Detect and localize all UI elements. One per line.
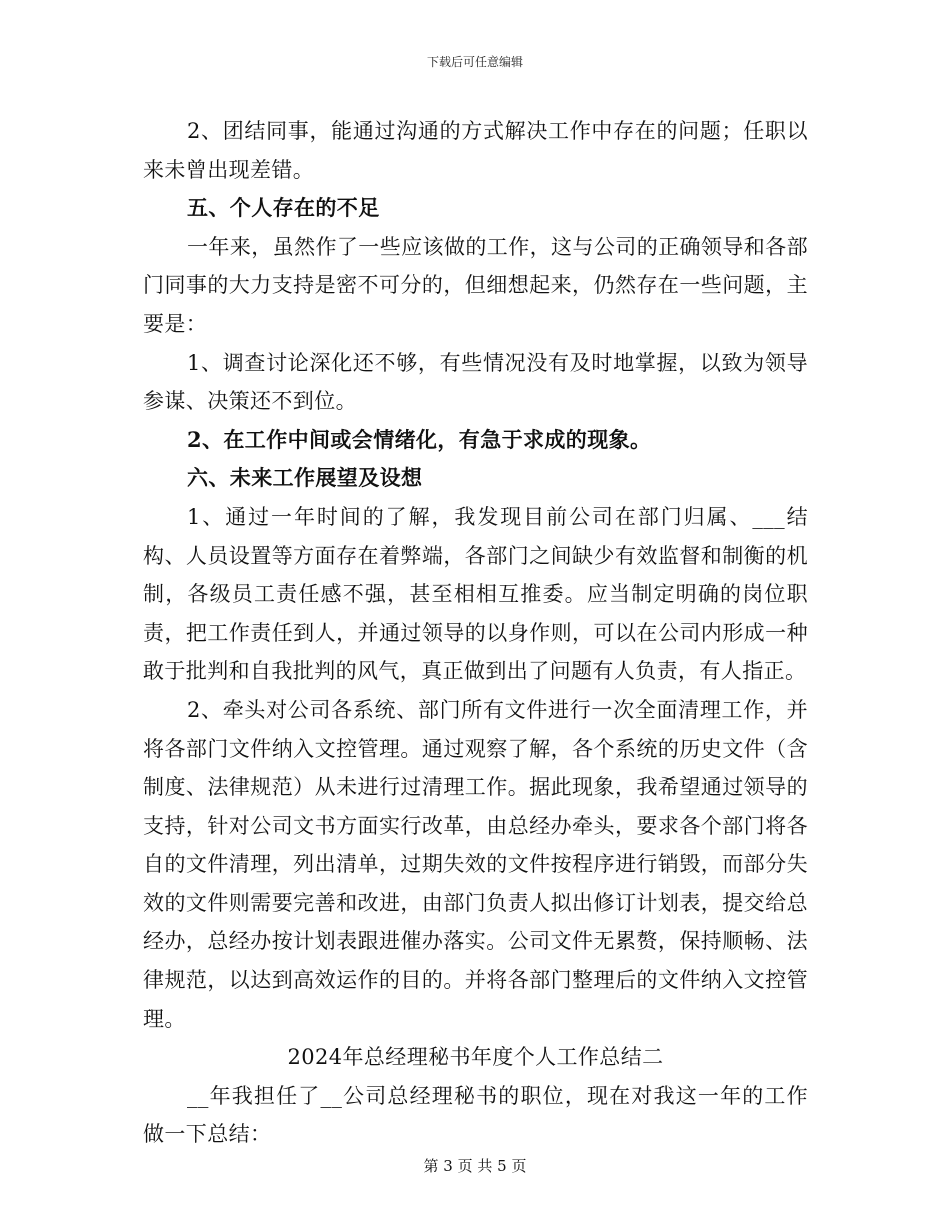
page-footer: 第 3 页 共 5 页 (423, 1157, 527, 1175)
document-title: 2024年总经理秘书年度个人工作总结二 (287, 1045, 664, 1070)
section-heading: 六、未来工作展望及设想 (187, 465, 423, 491)
paragraph: 一年来，虽然作了一些应该做的工作，这与公司的正确领导和各部门同事的大力支持是密不可分的，但细想起来，仍然存在一些问题，主要是： (143, 234, 808, 336)
paragraph-bold: 2、在工作中间或会情绪化，有急于求成的现象。 (187, 426, 652, 452)
paragraph: 2、牵头对公司各系统、部门所有文件进行一次全面清理工作，并将各部门文件纳入文控管理。通过观察了解，各个系统的历史文件（含制度、法律规范）从未进行过清理工作。据此现象，我希望通过领导的支持，针对公司文书方面实行改革，由总经办牵头，要求各个部门将各自的文件清理，列出清单，过期失效的文件按程序进行销毁，而部分失效的文件则需要完善和改进，由部门负责人拟出修订计划表，提交给总经办，总经办按计划表跟进催办落实。公司文件无累赘，保持顺畅、法律规范，以达到高效运作的目的。并将各部门整理后的文件纳入文控管理。 (143, 697, 808, 1031)
paragraph: __年我担任了__公司总经理秘书的职位，现在对我这一年的工作做一下总结： (143, 1083, 808, 1147)
paragraph: 2、团结同事，能通过沟通的方式解决工作中存在的问题；任职以来未曾出现差错。 (143, 119, 808, 182)
document-body (143, 112, 808, 1154)
paragraph: 1、通过一年时间的了解，我发现目前公司在部门归属、___结构、人员设置等方面存在着弊端，各部门之间缺少有效监督和制衡的机制，各级员工责任感不强，甚至相相互推委。应当制定明确的岗位职责，把工作责任到人，并通过领导的以身作则，可以在公司内形成一种敢于批判和自我批判的风气，真正做到出了问题有人负责，有人指正。 (143, 504, 808, 684)
section-heading: 五、个人存在的不足 (187, 195, 380, 221)
page-header: 下载后可任意编辑 (426, 55, 523, 69)
paragraph: 1、调查讨论深化还不够，有些情况没有及时地掌握，以致为领导参谋、决策还不到位。 (143, 350, 808, 414)
